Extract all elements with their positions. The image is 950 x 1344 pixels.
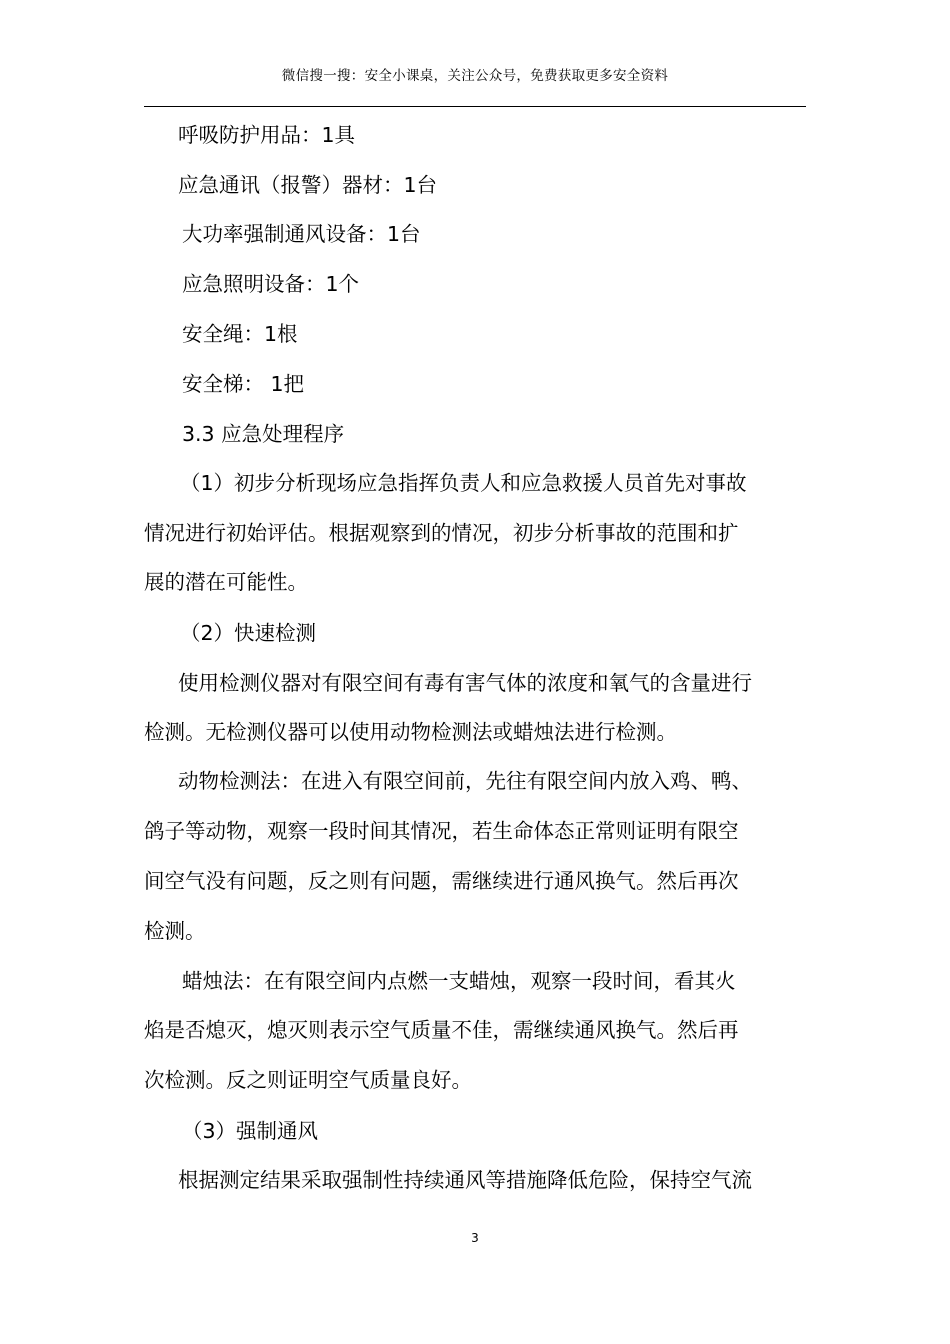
equipment-item-safety-rope: 安全绳：1根 bbox=[182, 322, 298, 346]
paragraph-line: 展的潜在可能性。 bbox=[144, 570, 308, 594]
equipment-item-safety-ladder: 安全梯： 1把 bbox=[182, 372, 305, 396]
paragraph-line: 次检测。反之则证明空气质量良好。 bbox=[144, 1068, 472, 1092]
page-number: 3 bbox=[471, 1231, 479, 1245]
paragraph-line: 情况进行初始评估。根据观察到的情况，初步分析事故的范围和扩 bbox=[144, 521, 739, 545]
paragraph-line: 间空气没有问题，反之则有问题，需继续进行通风换气。然后再次 bbox=[144, 869, 739, 893]
equipment-item-lighting: 应急照明设备：1个 bbox=[182, 272, 360, 296]
paragraph-line: 蜡烛法：在有限空间内点燃一支蜡烛，观察一段时间，看其火 bbox=[182, 969, 736, 993]
paragraph-line: （1）初步分析现场应急指挥负责人和应急救援人员首先对事故 bbox=[180, 471, 747, 495]
equipment-item-respirator: 呼吸防护用品：1具 bbox=[178, 123, 356, 147]
header-divider bbox=[144, 106, 806, 107]
page-header: 微信搜一搜：安全小课桌，关注公众号，免费获取更多安全资料 bbox=[281, 68, 669, 84]
step-3-title: （3）强制通风 bbox=[182, 1119, 319, 1143]
equipment-item-ventilation: 大功率强制通风设备：1台 bbox=[182, 222, 421, 246]
paragraph-line: 根据测定结果采取强制性持续通风等措施降低危险，保持空气流 bbox=[178, 1168, 752, 1192]
paragraph-line: 使用检测仪器对有限空间有毒有害气体的浓度和氧气的含量进行 bbox=[178, 671, 752, 695]
step-2-title: （2）快速检测 bbox=[180, 621, 317, 645]
equipment-item-communication: 应急通讯（报警）器材：1台 bbox=[178, 173, 438, 197]
paragraph-line: 焰是否熄灭，熄灭则表示空气质量不佳，需继续通风换气。然后再 bbox=[144, 1018, 739, 1042]
section-title: 3.3 应急处理程序 bbox=[182, 422, 345, 446]
paragraph-line: 动物检测法：在进入有限空间前，先往有限空间内放入鸡、鸭、 bbox=[178, 769, 752, 793]
paragraph-line: 检测。无检测仪器可以使用动物检测法或蜡烛法进行检测。 bbox=[144, 720, 677, 744]
paragraph-line: 鸽子等动物，观察一段时间其情况，若生命体态正常则证明有限空 bbox=[144, 819, 739, 843]
paragraph-line: 检测。 bbox=[144, 919, 206, 943]
